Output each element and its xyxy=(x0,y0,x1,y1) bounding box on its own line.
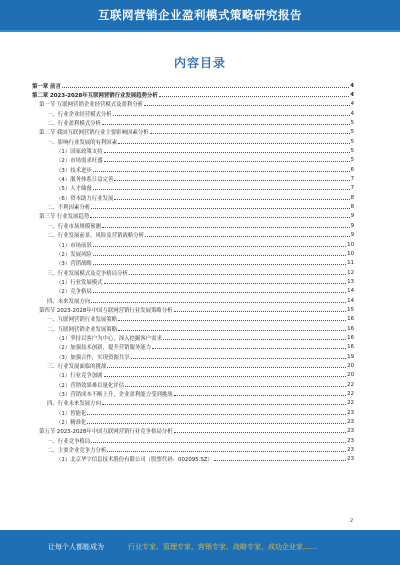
toc-entry-text: （1）坚持以客户为中心，深入挖掘客户需求 xyxy=(56,335,162,342)
toc-entry[interactable] xyxy=(32,165,354,174)
toc-entry-text: （2）发展风险 xyxy=(56,251,92,258)
toc-entry-page: 20 xyxy=(347,362,354,369)
toc-entry-text: （1）行业发展模式 xyxy=(56,279,103,286)
toc-entry-text: （1）市场前景 xyxy=(56,242,92,249)
toc-leader-dots xyxy=(144,105,349,106)
toc-leader-dots xyxy=(125,386,346,387)
toc-entry-text: （1）北京华宇信息技术股份有限公司（股票代码：002095.SZ） xyxy=(56,457,213,464)
toc-entry-page: 22 xyxy=(347,381,354,388)
toc-leader-dots xyxy=(118,143,349,144)
toc-entry-page: 12 xyxy=(347,269,354,276)
toc-leader-dots xyxy=(114,199,349,200)
toc-entry-page: 23 xyxy=(347,419,354,426)
toc-entry-text: 二、行业发展前景、风险及营销战略分析 xyxy=(47,233,145,240)
toc-leader-dots xyxy=(104,283,347,284)
toc-entry[interactable] xyxy=(32,184,354,193)
toc-entry-text: （1）行业竞争加剧 xyxy=(56,373,103,380)
toc-leader-dots xyxy=(107,451,346,452)
toc-entry-page: 5 xyxy=(350,148,354,155)
toc-entry[interactable] xyxy=(32,221,354,230)
toc-entry-text: 二、互联网营销企业发展策略 xyxy=(47,326,118,333)
toc-entry-text: 一、行业企业经营模式分析 xyxy=(47,111,112,118)
toc-entry-text: （2）竞争格局 xyxy=(56,289,92,296)
toc-entry[interactable] xyxy=(32,118,354,127)
toc-entry[interactable] xyxy=(32,343,354,352)
toc-entry-page: 5 xyxy=(350,138,354,145)
toc-entry[interactable] xyxy=(32,389,354,398)
toc-entry-text: 二、行业盈利模式分析 xyxy=(47,121,101,128)
toc-entry[interactable] xyxy=(32,436,354,445)
toc-entry-text: （2）市场需求旺盛 xyxy=(56,158,103,165)
toc-leader-dots xyxy=(102,227,350,228)
toc-entry[interactable] xyxy=(32,240,354,249)
toc-leader-dots xyxy=(93,246,346,247)
toc-entry-text: （3）营销战略 xyxy=(56,261,92,268)
toc-entry-page: 8 xyxy=(350,194,354,201)
toc-entry-text: （2）营销效果难以量化评估 xyxy=(56,382,125,389)
toc-entry[interactable] xyxy=(32,231,354,240)
toc-entry-page: 23 xyxy=(347,456,354,463)
toc-entry-page: 13 xyxy=(347,278,354,285)
toc-entry-text: 三、行业发展面临的挑战 xyxy=(47,363,107,370)
toc-entry[interactable] xyxy=(32,128,354,137)
toc-entry[interactable] xyxy=(32,137,354,146)
toc-leader-dots xyxy=(93,171,350,172)
toc-leader-dots xyxy=(104,376,347,377)
toc-leader-dots xyxy=(91,208,349,209)
toc-entry-page: 5 xyxy=(350,129,354,136)
toc-entry-page: 4 xyxy=(350,92,354,99)
toc-entry[interactable] xyxy=(32,445,354,454)
toc-leader-dots xyxy=(214,460,346,461)
toc-entry[interactable] xyxy=(32,296,354,305)
toc-entry-text: 一、行业竞争格局 xyxy=(47,438,91,445)
toc-entry-page: 16 xyxy=(347,325,354,332)
toc-leader-dots xyxy=(152,348,346,349)
toc-entry-page: 7 xyxy=(350,185,354,192)
toc-entry-page: 4 xyxy=(350,110,354,117)
toc-entry-text: 第五节 2023-2028年中国互联网营销行业竞争格局分析 xyxy=(39,429,173,436)
toc-leader-dots xyxy=(62,87,349,88)
toc-entry-text: 第四节 2023-2028年中国互联网营销行业发展策略分析 xyxy=(39,307,173,314)
toc-entry[interactable] xyxy=(32,305,354,314)
toc-entry[interactable] xyxy=(32,427,354,436)
toc-entry[interactable] xyxy=(32,90,354,99)
toc-entry[interactable] xyxy=(32,202,354,211)
toc-entry-text: 第二节 我国互联网营销行业主要影响因素分析 xyxy=(39,130,149,137)
toc-entry-page: 23 xyxy=(347,447,354,454)
toc-leader-dots xyxy=(113,115,350,116)
toc-entry-text: 三、行业发展模式及竞争格局分析 xyxy=(47,270,128,277)
footer-bar xyxy=(0,530,400,565)
toc-entry-text: （3）技术进步 xyxy=(56,167,92,174)
toc-entry[interactable] xyxy=(32,417,354,426)
footer-slogan-right: 行业专家、管理专家、营销专家、战略专家、成功企业家…… xyxy=(128,543,317,551)
toc-leader-dots xyxy=(163,339,346,340)
report-title: 互联网营销企业盈利模式策略研究报告 xyxy=(98,8,302,22)
toc-leader-dots xyxy=(104,152,350,153)
toc-entry-text: （5）人才储备 xyxy=(56,186,92,193)
toc-entry-text: 第二章 2023-2028年互联网营销行业发展趋势分析 xyxy=(32,93,158,100)
toc-leader-dots xyxy=(91,442,346,443)
toc-title: 内容目录 xyxy=(173,56,226,70)
toc-entry[interactable] xyxy=(32,380,354,389)
toc-entry-page: 23 xyxy=(347,409,354,416)
toc-entry-page: 8 xyxy=(350,204,354,211)
toc-entry[interactable] xyxy=(32,100,354,109)
toc-entry-page: 16 xyxy=(347,344,354,351)
toc-entry-text: （4）服务体系日益完善 xyxy=(56,177,114,184)
toc-entry-text: （1）智能化 xyxy=(56,410,87,417)
toc-entry[interactable] xyxy=(32,315,354,324)
toc-entry[interactable] xyxy=(32,455,354,464)
toc-entry-text: 二、主要企业竞争力分析 xyxy=(47,448,107,455)
toc-entry-page: 9 xyxy=(350,222,354,229)
toc-entry[interactable] xyxy=(32,146,354,155)
toc-entry-text: 一、影响行业发展的有利因素 xyxy=(47,139,118,146)
toc-entry-page: 9 xyxy=(350,232,354,239)
toc-entry-page: 15 xyxy=(347,306,354,313)
toc-entry-text: 二、不利因素分析 xyxy=(47,205,91,212)
toc-entry[interactable] xyxy=(32,324,354,333)
toc-leader-dots xyxy=(118,330,346,331)
footer-slogan-left: 让每个人都能成为 xyxy=(48,543,104,551)
toc-entry[interactable] xyxy=(32,287,354,296)
toc-leader-dots xyxy=(93,292,346,293)
toc-leader-dots xyxy=(104,161,350,162)
toc-entry-page: 20 xyxy=(347,372,354,379)
toc-leader-dots xyxy=(174,395,347,396)
header-divider xyxy=(0,30,400,32)
toc-entry-page: 9 xyxy=(350,213,354,220)
toc-entry-text: 四、行业未来发展方向 xyxy=(47,401,101,408)
toc-leader-dots xyxy=(87,414,346,415)
toc-entry[interactable] xyxy=(32,212,354,221)
toc-leader-dots xyxy=(91,302,346,303)
toc-entry[interactable] xyxy=(32,399,354,408)
toc-entry[interactable] xyxy=(32,193,354,202)
toc-entry[interactable] xyxy=(32,352,354,361)
toc-leader-dots xyxy=(159,96,349,97)
toc-entry-text: 一、行业市场规模预测 xyxy=(47,223,101,230)
toc-entry-page: 4 xyxy=(350,82,354,89)
toc-entry-text: 第三节 行业发展趋势 xyxy=(39,214,90,221)
toc-entry-page: 16 xyxy=(347,334,354,341)
toc-leader-dots xyxy=(87,423,346,424)
toc-entry[interactable] xyxy=(32,259,354,268)
toc-entry-page: 22 xyxy=(347,400,354,407)
toc-entry-text: （2）加强技术创新，提升营销服务能力 xyxy=(56,345,152,352)
toc-leader-dots xyxy=(93,264,346,265)
toc-entry-page: 19 xyxy=(347,353,354,360)
toc-entry[interactable] xyxy=(32,109,354,118)
toc-entry[interactable] xyxy=(32,361,354,370)
toc-leader-dots xyxy=(102,404,346,405)
toc-entry-page: 14 xyxy=(347,297,354,304)
toc-leader-dots xyxy=(118,320,346,321)
toc-entry-text: （3）营销成本不断上升，企业盈利能力受到挑战 xyxy=(56,392,173,399)
toc-entry-page: 10 xyxy=(347,241,354,248)
toc-leader-dots xyxy=(107,367,346,368)
toc-entry-text: 第一节 互联网营销企业经营模式及盈利分析 xyxy=(39,102,144,109)
toc-leader-dots xyxy=(174,311,347,312)
toc-leader-dots xyxy=(93,189,350,190)
toc-leader-dots xyxy=(131,358,347,359)
toc-leader-dots xyxy=(150,133,350,134)
toc-entry-text: （6）资本助力行业发展 xyxy=(56,195,114,202)
toc-entry-text: 一、互联网营销行业发展策略 xyxy=(47,317,118,324)
toc-entry[interactable] xyxy=(32,156,354,165)
toc-entry-text: （3）加强合作，实现资源共享 xyxy=(56,354,130,361)
toc-entry[interactable] xyxy=(32,268,354,277)
toc-entry-page: 5 xyxy=(350,120,354,127)
toc-entry-page: 7 xyxy=(350,176,354,183)
toc-leader-dots xyxy=(174,432,347,433)
toc-entry-text: （2）精准化 xyxy=(56,420,87,427)
toc-entry-text: 四、未来发展方向 xyxy=(47,298,91,305)
toc-entry-page: 5 xyxy=(350,157,354,164)
report-header-bar xyxy=(0,0,400,30)
toc-entry[interactable] xyxy=(32,277,354,286)
toc-entry[interactable] xyxy=(32,249,354,258)
toc-leader-dots xyxy=(90,217,349,218)
toc-entry-page: 23 xyxy=(347,428,354,435)
toc-leader-dots xyxy=(114,180,349,181)
toc-leader-dots xyxy=(93,255,346,256)
toc-leader-dots xyxy=(102,124,350,125)
toc-entry-text: 第一章 前言 xyxy=(32,83,61,90)
toc-entry-page: 11 xyxy=(347,260,354,267)
toc-entry-page: 4 xyxy=(350,101,354,108)
toc-entry[interactable] xyxy=(32,174,354,183)
toc-entry-text: （1）国家政策支持 xyxy=(56,149,103,156)
toc-entry-page: 14 xyxy=(347,288,354,295)
toc-entry-page: 22 xyxy=(347,391,354,398)
toc-entry-page: 16 xyxy=(347,316,354,323)
toc-leader-dots xyxy=(129,274,346,275)
toc-entry[interactable] xyxy=(32,81,354,90)
toc-entry[interactable] xyxy=(32,371,354,380)
toc-entry[interactable] xyxy=(32,333,354,342)
toc-entry-page: 6 xyxy=(350,166,354,173)
toc-leader-dots xyxy=(145,236,350,237)
table-of-contents xyxy=(32,81,354,464)
toc-entry[interactable] xyxy=(32,408,354,417)
toc-entry-page: 23 xyxy=(347,437,354,444)
page-number: 2 xyxy=(350,518,354,524)
toc-entry-page: 10 xyxy=(347,250,354,257)
